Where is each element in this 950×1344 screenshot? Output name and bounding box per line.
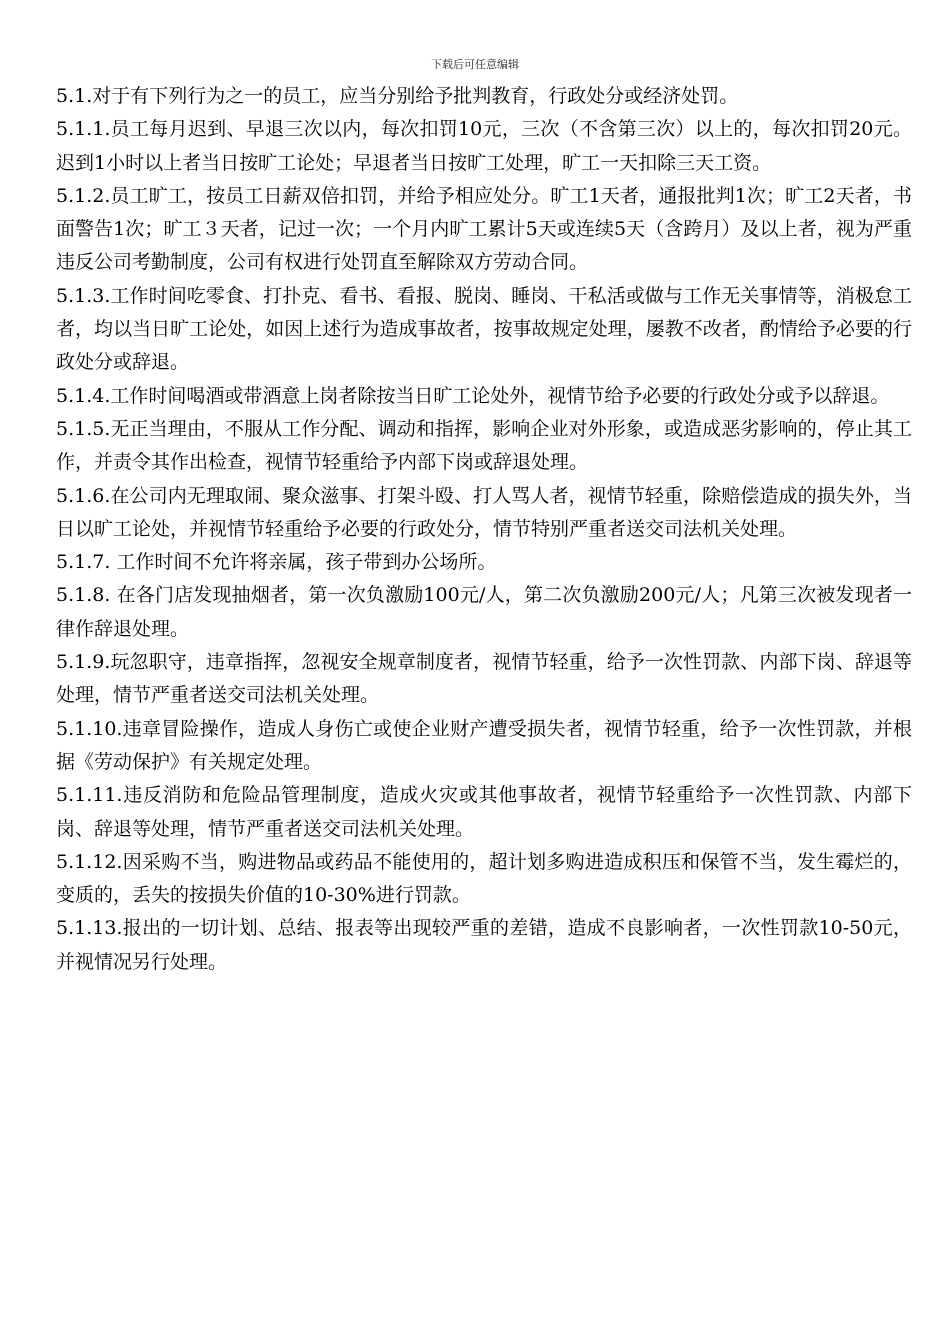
clause-5-1-9: 5.1.9.玩忽职守，违章指挥，忽视安全规章制度者，视情节轻重，给予一次性罚款、内部下岗、辞退等处理，情节严重者送交司法机关处理。 bbox=[56, 651, 912, 707]
clause-5-1: 5.1.对于有下列行为之一的员工，应当分别给予批判教育，行政处分或经济处罚。 bbox=[56, 85, 739, 107]
clause-5-1-4: 5.1.4.工作时间喝酒或带酒意上岗者除按当日旷工论处外，视情节给予必要的行政处分或予以辞退。 bbox=[56, 384, 890, 407]
clause-5-1-10: 5.1.10.违章冒险操作，造成人身伤亡或使企业财产遭受损失者，视情节轻重，给予一次性罚款，并根据《劳动保护》有关规定处理。 bbox=[56, 717, 912, 773]
clause-5-1-5: 5.1.5.无正当理由，不服从工作分配、调动和指挥，影响企业对外形象，或造成恶劣影响的，停止其工作，并责令其作出检查，视情节轻重给予内部下岗或辞退处理。 bbox=[56, 417, 912, 474]
page-header-note: 下载后可任意编辑 bbox=[431, 58, 519, 71]
clause-5-1-13: 5.1.13.报出的一切计划、总结、报表等出现较严重的差错，造成不良影响者，一次性罚款10-50元，并视情况另行处理。 bbox=[56, 917, 912, 973]
clause-5-1-11: 5.1.11.违反消防和危险品管理制度，造成火灾或其他事故者，视情节轻重给予一次性罚款、内部下岗、辞退等处理，情节严重者送交司法机关处理。 bbox=[56, 784, 912, 840]
clause-5-1-2: 5.1.2.员工旷工，按员工日薪双倍扣罚，并给予相应处分。旷工1天者，通报批判1次；旷工2天者，书面警告1次；旷工３天者，记过一次；一个月内旷工累计5天或连续5天（含跨月）及以上者，视为严重违反公司考勤制度，公司有权进行处罚直至解除双方劳动合同。 bbox=[56, 184, 912, 274]
clause-5-1-8: 5.1.8. 在各门店发现抽烟者，第一次负激励100元/人，第二次负激励200元/人；凡第三次被发现者一律作辞退处理。 bbox=[56, 584, 912, 640]
clause-5-1-12: 5.1.12.因采购不当，购进物品或药品不能使用的，超计划多购进造成积压和保管不当，发生霉烂的，变质的，丢失的按损失价值的10-30%进行罚款。 bbox=[56, 850, 912, 907]
clause-5-1-1: 5.1.1.员工每月迟到、早退三次以内，每次扣罚10元，三次（不含第三次）以上的，每次扣罚20元。迟到1小时以上者当日按旷工论处；早退者当日按旷工处理，旷工一天扣除三天工资。 bbox=[56, 118, 912, 174]
document-body bbox=[56, 80, 912, 979]
clause-5-1-7: 5.1.7. 工作时间不允许将亲属，孩子带到办公场所。 bbox=[56, 551, 497, 574]
clause-5-1-6: 5.1.6.在公司内无理取闹、聚众滋事、打架斗殴、打人骂人者，视情节轻重，除赔偿造成的损失外，当日以旷工论处，并视情节轻重给予必要的行政处分，情节特别严重者送交司法机关处理。 bbox=[56, 484, 912, 540]
clause-5-1-3: 5.1.3.工作时间吃零食、打扑克、看书、看报、脱岗、睡岗、干私活或做与工作无关事情等，消极怠工者，均以当日旷工论处，如因上述行为造成事故者，按事故规定处理，屡教不改者，酌情给予必要的行政处分或辞退。 bbox=[56, 284, 912, 374]
